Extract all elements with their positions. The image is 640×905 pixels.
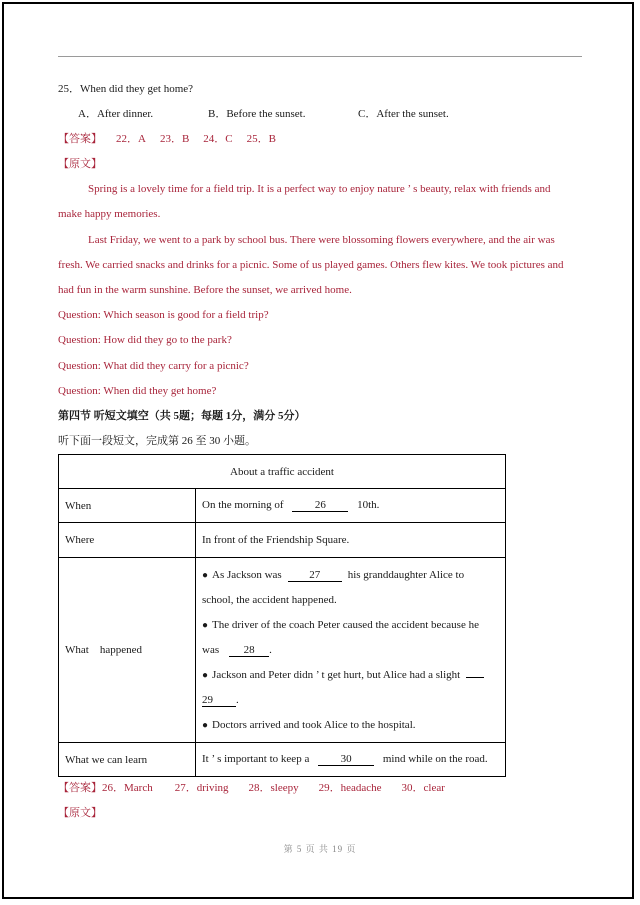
passage-line: Last Friday, we went to a park by school bus. There were blossoming flowers everywhere, and the air was <box>88 234 555 246</box>
bullet-icon: ● <box>202 619 209 631</box>
header-rule <box>58 56 582 57</box>
bullet-icon: ● <box>202 569 209 581</box>
row-label: What happened <box>59 558 196 743</box>
bullet-1 <box>202 563 499 588</box>
table-row <box>59 523 506 558</box>
bullet-2 <box>202 613 499 638</box>
answer-item: 30．clear <box>401 782 445 794</box>
passage-question: Question: Which season is good for a field trip? <box>58 309 269 321</box>
row-label: When <box>59 489 196 523</box>
option-a: A．After dinner. <box>78 108 154 120</box>
text: As Jackson was <box>212 568 282 581</box>
passage-line: fresh. We carried snacks and drinks for a picnic. Some of us played games. Others flew kites. We took pictures and <box>58 259 564 271</box>
blank-27: 27 <box>288 569 342 582</box>
answer-item: 27．driving <box>174 782 229 794</box>
bullet-icon: ● <box>202 669 209 681</box>
passage-line: Spring is a lovely time for a field trip. It is a perfect way to enjoy nature ’ s beauty, relax with friends and <box>88 183 551 195</box>
original-label-2: 【原文】 <box>58 807 102 819</box>
answer-item: 26．March <box>102 782 153 794</box>
question-25: 25．When did they get home? <box>58 83 194 95</box>
text: mind while on the road. <box>382 753 488 765</box>
section-heading: 第四节 听短文填空（共 5题；每题 1分，满分 5分） <box>58 410 306 422</box>
passage-question: Question: How did they go to the park? <box>58 334 232 346</box>
text: . <box>236 693 239 706</box>
bullet-3-cont <box>202 688 499 713</box>
option-c: C．After the sunset. <box>358 108 449 120</box>
passage-line: had fun in the warm sunshine. Before the sunset, we arrived home. <box>58 284 352 296</box>
answer-item: 29．headache <box>318 782 382 794</box>
row-content <box>196 743 506 777</box>
text: his granddaughter Alice to <box>347 568 465 581</box>
text: Jackson and Peter didn ’ t get hurt, but Alice had a slight <box>212 668 461 681</box>
page-footer: 第 5 页 共 19 页 <box>283 844 357 854</box>
text: On the morning of <box>202 499 284 511</box>
row-content <box>196 489 506 523</box>
answer-label: 【答案】 <box>58 133 102 145</box>
blank-30: 30 <box>318 753 374 766</box>
row-content: In front of the Friendship Square. <box>196 523 506 558</box>
row-label: Where <box>59 523 196 558</box>
table-title: About a traffic accident <box>59 455 506 489</box>
text: . <box>269 643 272 656</box>
cloze-table <box>58 454 506 777</box>
table-row <box>59 558 506 743</box>
bullet-4 <box>202 713 499 738</box>
answer-line-1 <box>58 132 290 146</box>
passage-line: make happy memories. <box>58 208 161 220</box>
answer-item: 24．C <box>203 133 233 145</box>
text: The driver of the coach Peter caused the accident because he <box>212 618 479 631</box>
table-row <box>59 743 506 777</box>
section-instruction: 听下面一段短文，完成第 26 至 30 小题。 <box>58 435 256 447</box>
text: was <box>202 643 220 656</box>
blank-29: 29 <box>202 694 236 707</box>
table-row <box>59 455 506 489</box>
original-label: 【原文】 <box>58 158 102 170</box>
option-b: B．Before the sunset. <box>208 108 306 120</box>
bullet-2-cont <box>202 638 499 663</box>
text: Doctors arrived and took Alice to the hospital. <box>212 718 416 731</box>
blank-26: 26 <box>292 499 348 512</box>
passage-question: Question: What did they carry for a picnic? <box>58 360 249 372</box>
text: 10th. <box>357 499 380 511</box>
passage-question: Question: When did they get home? <box>58 385 217 397</box>
text: It ’ s important to keep a <box>202 753 310 765</box>
blank-line <box>466 677 484 678</box>
answer-label: 【答案】 <box>58 782 102 794</box>
row-content <box>196 558 506 743</box>
answer-item: 23．B <box>159 133 190 145</box>
answer-item: 25．B <box>246 133 276 145</box>
bullet-3 <box>202 663 499 688</box>
answer-item: 28．sleepy <box>248 782 299 794</box>
bullet-icon: ● <box>202 719 209 731</box>
table-row <box>59 489 506 523</box>
answer-line-2 <box>58 781 459 795</box>
answer-item: 22．A <box>116 133 146 145</box>
bullet-1-cont: school, the accident happened. <box>202 593 337 606</box>
row-label: What we can learn <box>59 743 196 777</box>
blank-28: 28 <box>229 644 269 657</box>
